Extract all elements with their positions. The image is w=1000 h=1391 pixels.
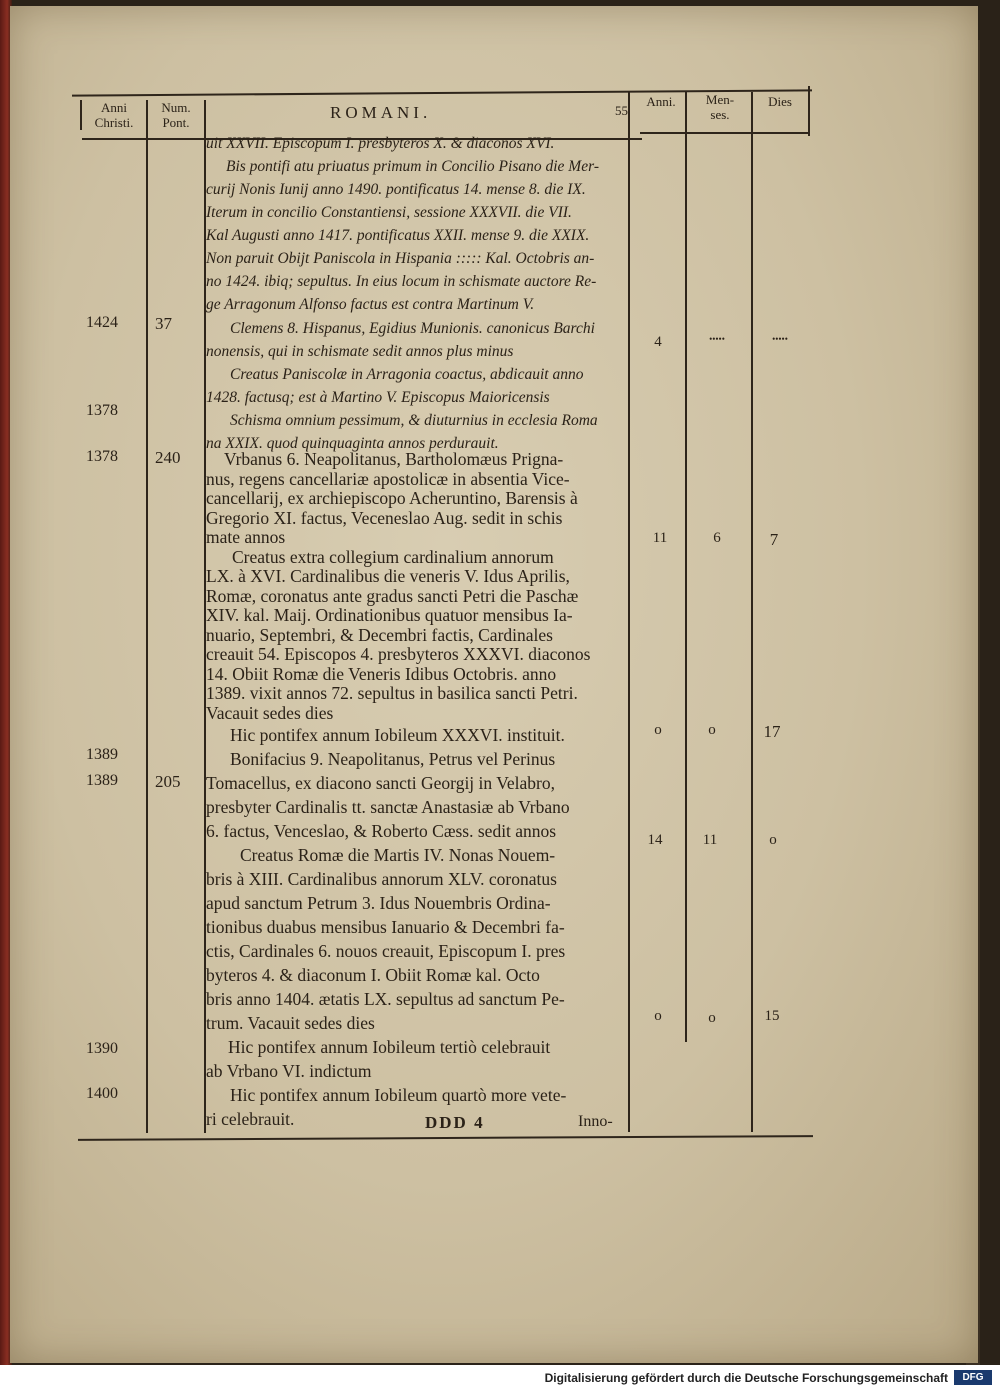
text-line: Non paruit Obijt Paniscola in Hispania ::::: Kal. Octobris an- — [206, 250, 595, 267]
text-line: Creatus Paniscolæ in Arragonia coactus, abdicauit anno — [230, 366, 584, 383]
dfg-logo: DFG — [954, 1370, 992, 1385]
text-line: trum. Vacauit sedes dies — [206, 1013, 375, 1033]
header-num-pont: Num. Pont. — [161, 100, 191, 130]
year-entry: 1424 — [86, 314, 118, 331]
text-line: Romæ, coronatus ante gradus sancti Petri die Paschæ — [206, 585, 579, 606]
text-line: presbyter Cardinalis tt. sanctæ Anastasiæ ab Vrbano — [206, 797, 570, 817]
text-line: nus, regens cancellariæ apostolicæ in absentia Vice- — [206, 468, 570, 489]
duration-menses: 6 — [713, 530, 721, 546]
text-line: Iterum in concilio Constantiensi, sessione XXXVII. die VII. — [206, 204, 572, 221]
text-line: ri celebrauit. — [206, 1109, 295, 1129]
text-line: Bis pontifi atu priuatus primum in Concilio Pisano die Mer- — [226, 158, 599, 175]
text-line: Schisma omnium pessimum, & diuturnius in ecclesia Roma — [230, 412, 598, 429]
text-line: apud sanctum Petrum 3. Idus Nouembris Ordina- — [206, 893, 551, 913]
col-divider-5 — [751, 92, 753, 1132]
text-line: ge Arragonum Alfonso factus est contra Martinum V. — [206, 296, 535, 313]
text-line: bris à XIII. Cardinalibus annorum XLV. coronatus — [206, 869, 557, 889]
credit-text: Digitalisierung gefördert durch die Deutsche Forschungsgemeinschaft — [544, 1371, 948, 1385]
text-line: LX. à XVI. Cardinalibus die veneris V. Idus Aprilis, — [206, 566, 570, 586]
year-entry: 1378 — [86, 402, 118, 419]
page-title: ROMANI. — [330, 103, 432, 122]
duration-anni: 11 — [652, 530, 668, 546]
text-line: Creatus extra collegium cardinalium annorum — [232, 546, 554, 567]
text-line: ctis, Cardinales 6. nouos creauit, Episcopum I. pres — [206, 941, 566, 961]
duration-anni: 4 — [654, 334, 662, 350]
duration-dies: o — [769, 832, 777, 848]
text-line: byteros 4. & diaconum I. Obiit Romæ kal. Octo — [206, 965, 540, 985]
duration-dies: 17 — [763, 722, 781, 741]
text-line: 1389. vixit annos 72. sepultus in basilica sancti Petri. — [206, 683, 578, 703]
credit-bar — [0, 1365, 1000, 1391]
duration-anni: o — [654, 722, 662, 738]
text-line: Tomacellus, ex diacono sancti Georgij in Velabro, — [206, 773, 556, 793]
year-entry: 1389 — [86, 746, 118, 763]
signature-mark: DDD 4 — [425, 1113, 485, 1132]
text-line: 6. factus, Venceslao, & Roberto Cæss. sedit annos — [206, 821, 557, 841]
pont-number: 37 — [155, 314, 172, 333]
text-line: 1428. factusq; est à Martino V. Episcopus Maioricensis — [206, 389, 550, 406]
duration-anni: o — [654, 1008, 662, 1024]
col-divider-left — [80, 100, 82, 130]
text-line: Clemens 8. Hispanus, Egidius Munionis. canonicus Barchi — [230, 320, 595, 337]
text-line: nuario, Septembri, & Decembri factis, Cardinales — [206, 624, 553, 645]
text-line: na XXIX. quod quinquaginta annos perdurauit. — [206, 435, 499, 452]
page-number: 55 — [615, 103, 628, 118]
duration-menses: o — [708, 1010, 716, 1026]
text-line: XIV. kal. Maij. Ordinationibus quatuor mensibus Ia- — [206, 605, 573, 625]
duration-dies: ••••• — [772, 334, 788, 344]
text-line: 14. Obiit Romæ die Veneris Idibus Octobris. anno — [206, 663, 557, 684]
col-divider-4 — [685, 92, 687, 1042]
text-line: mate annos — [206, 527, 286, 547]
text-line: tionibus duabus mensibus Ianuario & Decembri fa- — [206, 917, 565, 937]
text-line: Vrbanus 6. Neapolitanus, Bartholomæus Prigna- — [224, 449, 564, 469]
duration-menses: 11 — [702, 832, 718, 848]
col-divider-3 — [628, 92, 630, 1132]
text-line: Gregorio XI. factus, Veceneslao Aug. sedit in schis — [206, 507, 563, 528]
text-line: Bonifacius 9. Neapolitanus, Petrus vel Perinus — [230, 749, 556, 769]
duration-anni: 14 — [647, 832, 663, 848]
catchword: Inno- — [578, 1113, 613, 1130]
text-line: Hic pontifex annum Iobileum quartò more vete- — [230, 1085, 567, 1105]
year-entry: 1390 — [86, 1040, 118, 1057]
text-line: nonensis, qui in schismate sedit annos plus minus — [206, 343, 514, 360]
header-menses: Men-ses. — [705, 92, 735, 122]
duration-menses: o — [708, 722, 716, 738]
header-anni: Anni. — [646, 94, 676, 109]
duration-menses: ••••• — [709, 334, 725, 344]
text-line: Creatus Romæ die Martis IV. Nonas Nouem- — [240, 845, 556, 865]
pont-number: 205 — [155, 772, 181, 791]
col-divider-1 — [146, 100, 148, 1133]
duration-dies: 15 — [764, 1008, 780, 1024]
text-line: Hic pontifex annum Iobileum XXXVI. instituit. — [230, 725, 565, 745]
right-header-rule — [640, 132, 810, 134]
duration-dies: 7 — [769, 530, 779, 549]
text-line: Vacauit sedes dies — [206, 702, 334, 723]
pont-number: 240 — [155, 448, 181, 467]
header-dies: Dies — [768, 94, 792, 109]
text-line: Hic pontifex annum Iobileum tertiò celebrauit — [228, 1037, 551, 1057]
year-entry: 1400 — [86, 1085, 118, 1102]
header-anni-christi: Anni Christi. — [94, 100, 134, 130]
col-divider-right — [808, 86, 810, 136]
text-line: bris anno 1404. ætatis LX. sepultus ad sanctum Pe- — [206, 989, 565, 1009]
year-entry: 1378 — [86, 448, 118, 465]
text-line: curij Nonis Iunij anno 1490. pontificatus 14. mense 8. die IX. — [206, 181, 586, 198]
text-line: cancellarij, ex archiepiscopo Acheruntino, Barensis à — [206, 488, 578, 508]
text-line: no 1424. ibiq; sepultus. In eius locum in schismate auctore Re- — [206, 273, 597, 290]
year-entry: 1389 — [86, 772, 118, 789]
text-line: uit XXVII. Episcopum I. presbyteros X. & diaconos XVI. — [206, 135, 555, 152]
text-line: Kal Augusti anno 1417. pontificatus XXII. mense 9. die XXIX. — [206, 227, 590, 244]
text-line: creauit 54. Episcopos 4. presbyteros XXXVI. diaconos — [206, 644, 591, 664]
text-line: ab Vrbano VI. indictum — [206, 1061, 372, 1081]
